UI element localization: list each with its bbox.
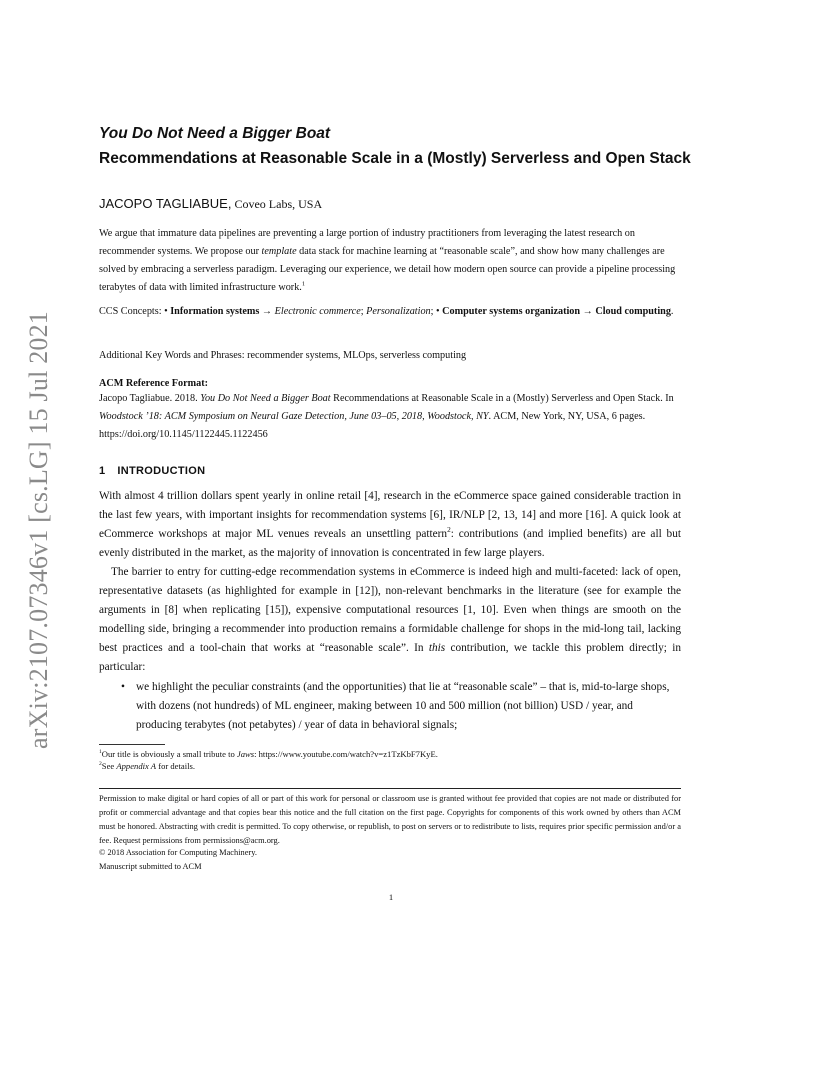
footnote-2-text-2: for details.: [156, 761, 195, 771]
intro-p2-text-2: contribution, we tackle this problem directly; in particular:: [99, 642, 682, 674]
acm-reference: [99, 390, 681, 444]
footnote-1: [99, 749, 438, 759]
author-name: JACOPO TAGLIABUE,: [99, 196, 232, 211]
acm-ref-doi[interactable]: . ACM, New York, NY, USA, 6 pages. https://doi.org/10.1145/1122445.1122456: [99, 411, 646, 440]
abstract-text-1: We argue that immature data pipelines are preventing a large portion of industry practitioners from leveraging the latest research on recommender systems. We propose our: [99, 228, 635, 257]
author-line: [99, 196, 322, 212]
author-affiliation: Coveo Labs, USA: [231, 197, 323, 211]
permissions-divider: [99, 788, 681, 789]
intro-p2-text-1: The barrier to entry for cutting-edge recommendation systems in eCommerce is indeed high and multi-faceted: lack of open, representative datasets (as highlighted for example in [12]), non-relevant benchmarks in the literature (see for example the arguments in [8] when replicating [15]), expensive computational resources [1, 10]. Even when things are smooth on the modelling side, bringing a recommender into production remains a formidable challenge for shops in the mid-long tail, lacking best practices and a tool-chain that works at “reasonable scale”. In: [99, 566, 681, 655]
footnote-ref-1[interactable]: 1: [301, 280, 306, 288]
arxiv-identifier: arXiv:2107.07346v1 [cs.LG] 15 Jul 2021: [24, 311, 53, 749]
bullet-text: we highlight the peculiar constraints (and the opportunities) that lie at “reasonable scale” – that is, mid-to-large shops, with dozens (not hundreds) of ML engineer, making between 10 and 500 million (not billion) USD / year, and producing terabytes (not petabytes) / year of data in behavioral signals;: [136, 681, 670, 732]
paper-title-line-1: You Do Not Need a Bigger Boat: [99, 125, 331, 142]
section-number: 1: [99, 465, 106, 477]
section-title: INTRODUCTION: [117, 465, 206, 477]
footnote-ref-2[interactable]: 2: [447, 525, 451, 535]
bullet-marker: •: [121, 681, 125, 693]
manuscript-line: Manuscript submitted to ACM: [99, 862, 202, 871]
ccs-end: .: [670, 306, 674, 317]
footnote-2: [99, 761, 195, 771]
ccs-concept-2: Computer systems organization → Cloud computing: [442, 306, 671, 317]
intro-paragraph-2: [99, 563, 681, 678]
permissions-notice: Permission to make digital or hard copies of all or part of this work for personal or classroom use is granted without fee provided that copies are not made or distributed for profit or commercial advantage and that copies bear this notice and the full citation on the first page. Copyrights for components of this work owned by others than ACM must be honored. Abstracting with credit is permitted. To copy otherwise, or republish, to post on servers or to redistribute to lists, requires prior specific permission and/or a fee. Request permissions from permissions@acm.org.: [99, 794, 681, 846]
acm-ref-authors: Jacopo Tagliabue. 2018.: [99, 393, 201, 404]
ccs-prefix: CCS Concepts: •: [99, 306, 171, 317]
abstract: [99, 225, 681, 297]
footnote-1-mark: 1: [99, 749, 102, 756]
footnote-divider: [99, 744, 165, 745]
intro-p1-text-2: : contributions (and implied benefits) are all but evenly distributed in the market, as the majority of innovation is concentrated in few large players.: [99, 528, 681, 560]
ccs-concept-1b: Personalization: [366, 306, 431, 317]
acm-reference-heading: ACM Reference Format:: [99, 378, 208, 389]
acm-ref-title: You Do Not Need a Bigger Boat: [200, 393, 331, 404]
arxiv-sidebar-stamp: [22, 300, 56, 760]
page-number: 1: [388, 892, 394, 902]
intro-paragraph-1: [99, 487, 681, 563]
copyright-line: © 2018 Association for Computing Machinery.: [99, 848, 257, 857]
footnote-1-text-1: Our title is obviously a small tribute to: [101, 749, 237, 759]
footnote-1-link[interactable]: : https://www.youtube.com/watch?v=z1TzKbF7KyE.: [254, 749, 438, 759]
intro-p1-text-1: With almost 4 trillion dollars spent yearly in online retail [4], research in the eCommerce space gained considerable traction in the last few years, with important insights for recommendation systems [6], IR/NLP [2, 13, 14] and more [16]. A quick look at eCommerce workshops at major ML venues reveals an unsettling pattern: [99, 490, 681, 541]
footnote-2-text-1: See: [101, 761, 117, 771]
abstract-text-2: data stack for machine learning at “reasonable scale”, and show how many challenges are solved by embracing a serverless paradigm. Leveraging our experience, we detail how modern open source can provide a pipeline processing terabytes of data with limited infrastructure work.: [99, 246, 676, 293]
ccs-concept-1a: Electronic commerce: [272, 306, 361, 317]
abstract-italic-term: template: [261, 246, 297, 257]
ccs-separator-1: ;: [360, 306, 367, 317]
ccs-concepts: [99, 303, 681, 321]
acm-ref-venue: Woodstock ’18: ACM Symposium on Neural Gaze Detection, June 03–05, 2018, Woodstock, NY: [99, 411, 489, 422]
section-heading: [99, 465, 205, 477]
ccs-separator-2: ; •: [430, 306, 443, 317]
bullet-item: [121, 678, 681, 735]
paper-title-line-2: Recommendations at Reasonable Scale in a (Mostly) Serverless and Open Stack: [99, 150, 691, 167]
footnote-1-italic: Jaws: [236, 749, 255, 759]
ccs-concept-1: Information systems →: [170, 306, 273, 317]
acm-ref-middle: Recommendations at Reasonable Scale in a (Mostly) Serverless and Open Stack. In: [330, 393, 674, 404]
footnote-2-italic: Appendix A: [116, 761, 157, 771]
intro-p2-italic: this: [428, 642, 446, 655]
keywords: Additional Key Words and Phrases: recommender systems, MLOps, serverless computing: [99, 350, 467, 361]
footnote-2-mark: 2: [99, 761, 102, 768]
